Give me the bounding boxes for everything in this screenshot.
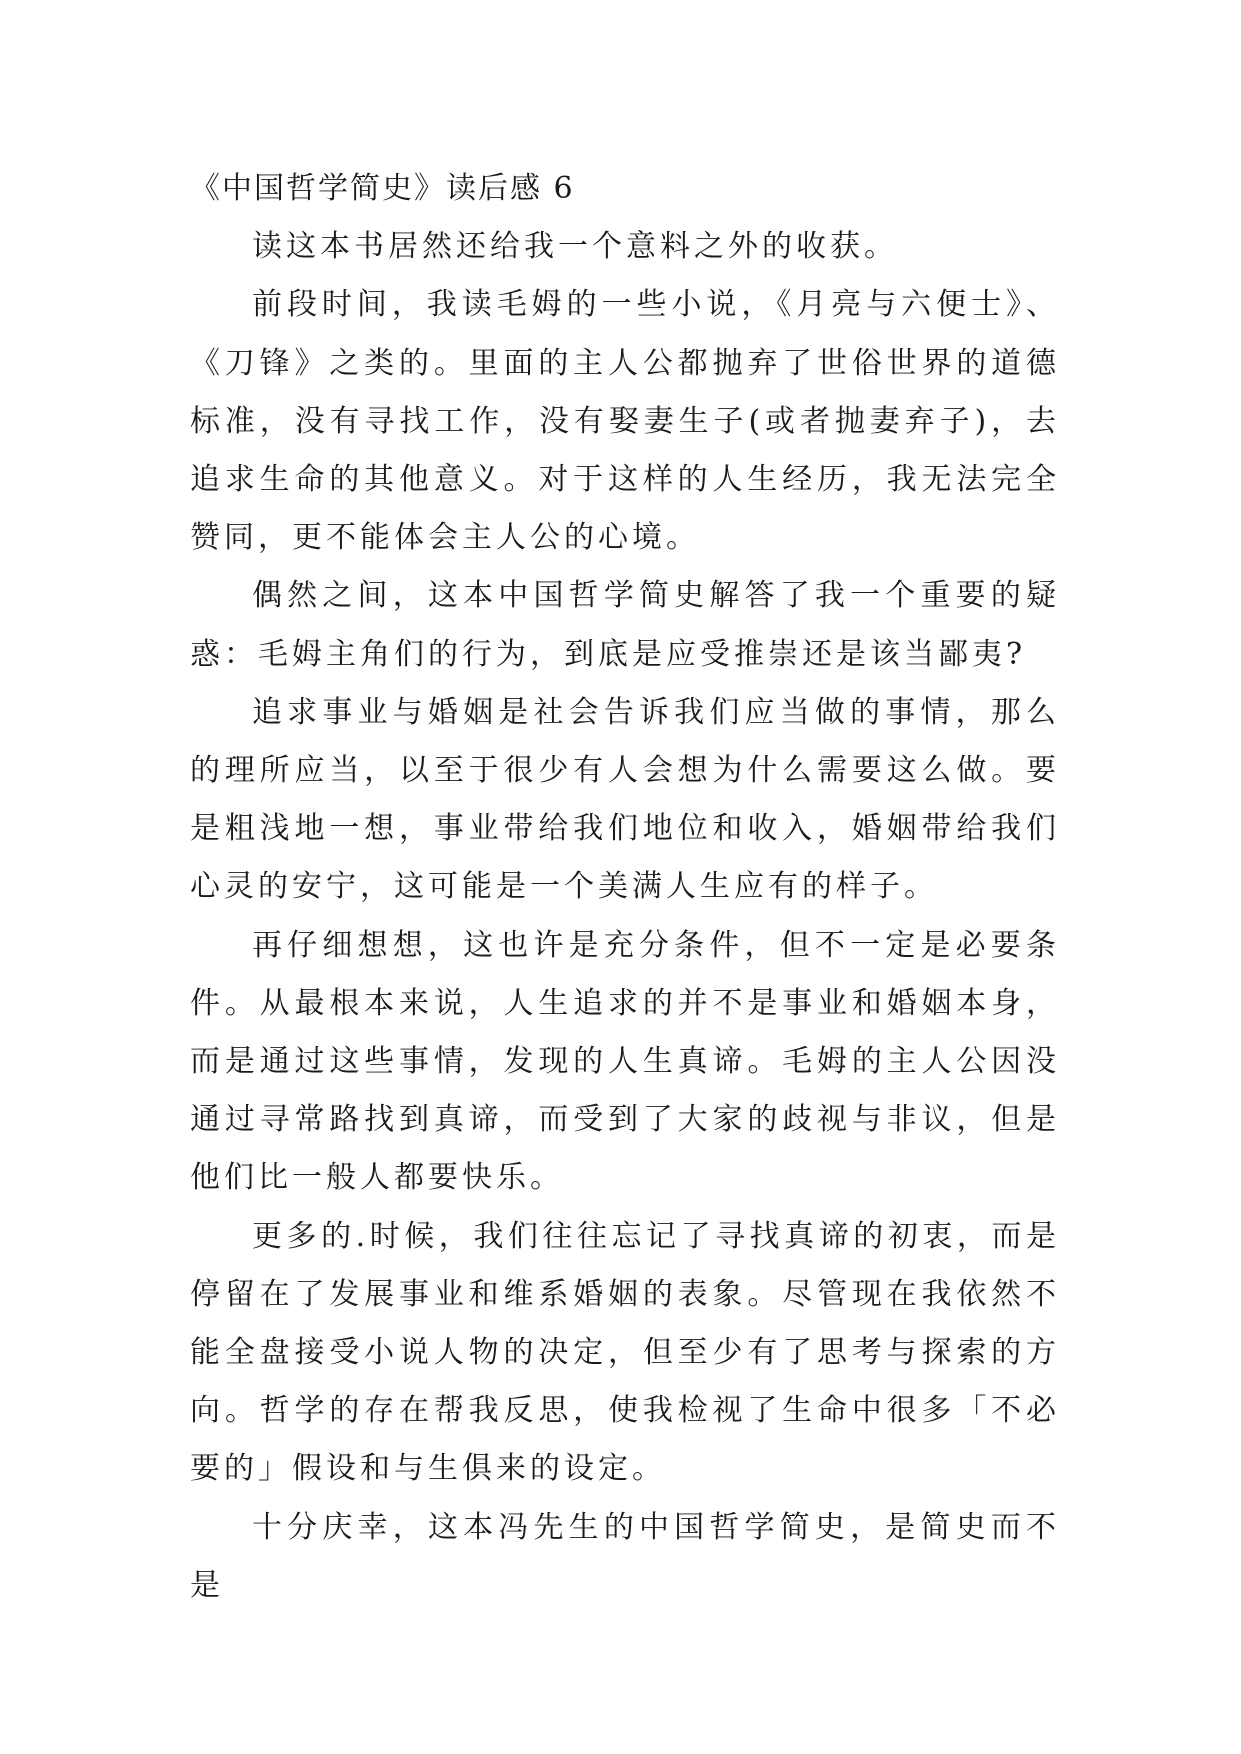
paragraph-4: 追求事业与婚姻是社会告诉我们应当做的事情，那么的理所应当，以至于很少有人会想为什么需要这么做。要是粗浅地一想，事业带给我们地位和收入，婚姻带给我们心灵的安宁，这可能是一个美满人生应有的样子。	[190, 694, 1060, 905]
paragraph-5: 再仔细想想，这也许是充分条件，但不一定是必要条件。从最根本来说，人生追求的并不是事业和婚姻本身，而是通过这些事情，发现的人生真谛。毛姆的主人公因没通过寻常路找到真谛，而受到了大家的歧视与非议，但是他们比一般人都要快乐。	[190, 927, 1060, 1196]
paragraph-7: 十分庆幸，这本冯先生的中国哲学简史，是简史而不是	[190, 1509, 1060, 1603]
document-title: 《中国哲学简史》读后感 6	[190, 171, 575, 206]
paragraph-2: 前段时间，我读毛姆的一些小说，《月亮与六便士》、《刀锋》之类的。里面的主人公都抛弃了世俗世界的道德标准，没有寻找工作，没有娶妻生子(或者抛妻弃子)，去追求生命的其他意义。对于这样的人生经历，我无法完全赞同，更不能体会主人公的心境。	[190, 287, 1060, 556]
paragraph-3: 偶然之间，这本中国哲学简史解答了我一个重要的疑惑：毛姆主角们的行为，到底是应受推崇还是该当鄙夷?	[190, 578, 1060, 672]
document-body	[190, 160, 1060, 1615]
paragraph-1: 读这本书居然还给我一个意料之外的收获。	[252, 229, 898, 265]
paragraph-6: 更多的.时候，我们往往忘记了寻找真谛的初衷，而是停留在了发展事业和维系婚姻的表象。尽管现在我依然不能全盘接受小说人物的决定，但至少有了思考与探索的方向。哲学的存在帮我反思，使我检视了生命中很多「不必要的」假设和与生俱来的设定。	[190, 1218, 1060, 1487]
